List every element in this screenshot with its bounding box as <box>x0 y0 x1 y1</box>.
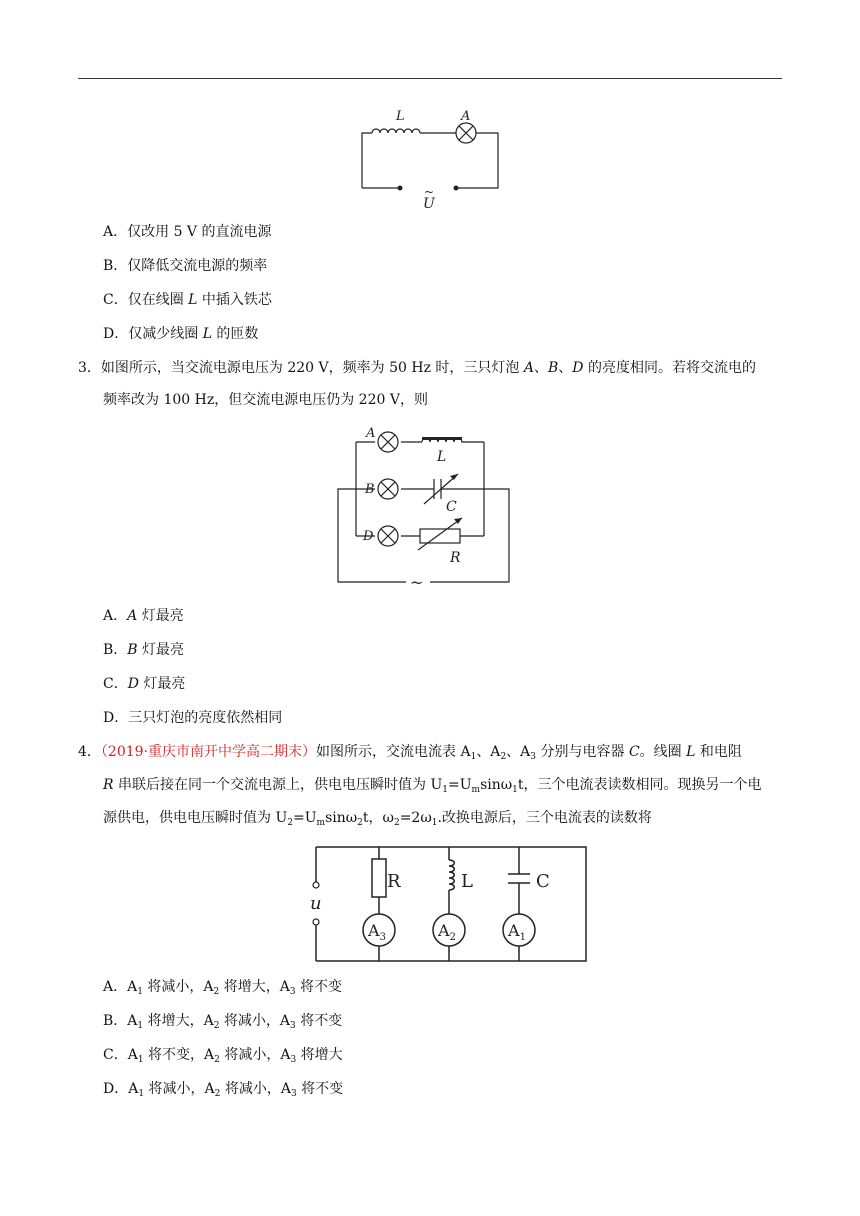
q4-option-a[interactable]: A．$A_1$ 将减小，$A_2$ 将增大，$A_3$ 将不变 <box>103 979 343 997</box>
q4-option-c[interactable]: C．$A_1$ 将不变，$A_2$ 将减小，$A_3$ 将增大 <box>103 1047 343 1065</box>
fig2-lamp-b-label: B <box>365 482 375 497</box>
q3-option-b[interactable]: B．B 灯最亮 <box>103 642 185 658</box>
q4-option-b[interactable]: B．$A_1$ 将增大，$A_2$ 将减小，$A_3$ 将不变 <box>103 1013 343 1031</box>
fig3-meter-1-label: $A_1$ <box>508 921 526 943</box>
q4-source-tag: （2019·重庆市南开中学高二期末） <box>100 744 317 760</box>
q4-stem-line-2: R 串联后接在同一个交流电源上，供电电压瞬时值为 $U_1=U_m\sin\omega_1t$，三个电流表读数相同。现换另一个电 <box>103 777 762 795</box>
q3-stem-line-1: 3．如图所示，当交流电源电压为 220 V，频率为 50 Hz 时，三只灯泡 A、B、D 的亮度相同。若将交流电的 <box>78 360 756 376</box>
q3-option-c[interactable]: C．D 灯最亮 <box>103 676 186 692</box>
fig2-capacitor-label: C <box>446 499 457 515</box>
fig3-inductor-label: L <box>461 871 473 892</box>
fig3-meter-3-label: $A_3$ <box>368 921 386 943</box>
fig2-resistor-label: R <box>450 550 461 566</box>
fig1-inductor-label: L <box>396 109 405 124</box>
q2-option-a[interactable]: A．仅改用 5 V 的直流电源 <box>103 224 272 240</box>
fig2-lamp-a-label: A <box>366 426 376 441</box>
q3-option-a[interactable]: A．A 灯最亮 <box>103 608 184 624</box>
fig3-meter-2-label: $A_2$ <box>438 921 456 943</box>
q4-option-d[interactable]: D．$A_1$ 将减小，$A_2$ 将减小，$A_3$ 将不变 <box>103 1081 344 1099</box>
fig2-source-label: ~ <box>410 573 424 592</box>
fig1-lamp-label: A <box>461 109 471 124</box>
fig1-source-label: U <box>423 196 435 212</box>
fig2-lamp-d-label: D <box>363 529 374 544</box>
fig1-source-mark: ~ <box>424 185 435 199</box>
fig3-source-label: u <box>310 893 322 914</box>
q3-stem-line-2: 频率改为 100 Hz，但交流电源电压仍为 220 V，则 <box>103 392 428 408</box>
fig3-resistor-label: R <box>387 871 401 892</box>
q3-option-d[interactable]: D．三只灯泡的亮度依然相同 <box>103 710 283 726</box>
fig3-capacitor-label: C <box>536 871 550 892</box>
q2-option-c[interactable]: C．仅在线圈 L 中插入铁芯 <box>103 292 272 308</box>
q2-option-b[interactable]: B．仅降低交流电源的频率 <box>103 258 268 274</box>
q4-stem-line-3: 源供电，供电电压瞬时值为 $U_2=U_m\sin\omega_2t$，$\omega_2=2\omega_1$.改换电源后，三个电流表的读数将 <box>103 810 652 828</box>
q2-option-d[interactable]: D．仅减少线圈 L 的匝数 <box>103 326 259 342</box>
fig2-inductor-label: L <box>437 449 447 465</box>
q4-stem-line-1: 4．（2019·重庆市南开中学高二期末）如图所示，交流电流表 $A_1$、$A_2$、$A_3$ 分别与电容器 C。线圈 L 和电阻 <box>78 744 742 762</box>
